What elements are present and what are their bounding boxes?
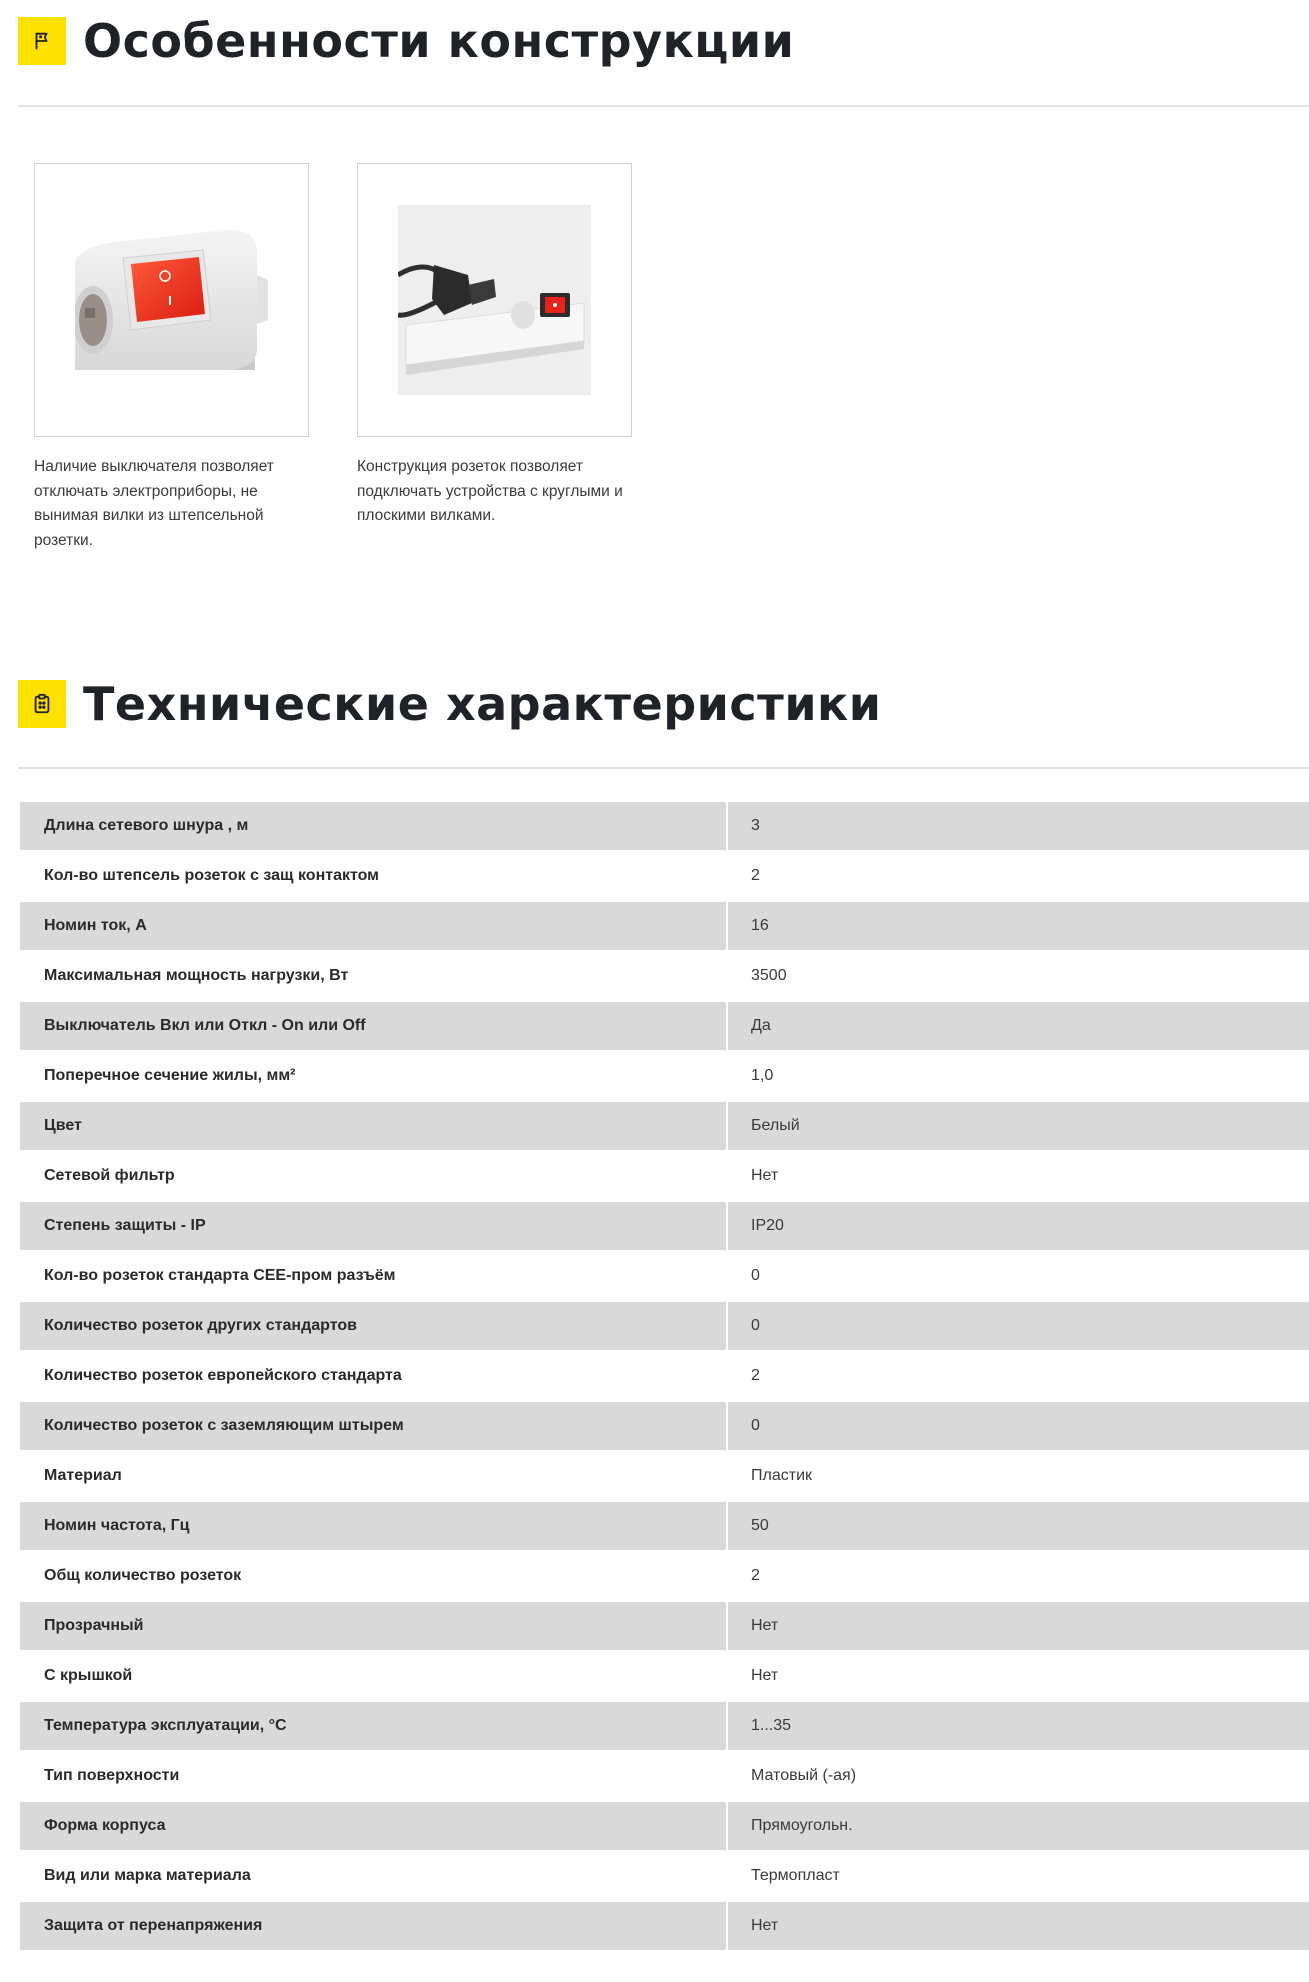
table-row (20, 1102, 1309, 1152)
spec-value: 2 (728, 1552, 1309, 1600)
spec-value: IP20 (728, 1202, 1309, 1250)
table-row (20, 1452, 1309, 1502)
features-header (18, 14, 795, 68)
table-row (20, 1752, 1309, 1802)
spec-value: Нет (728, 1652, 1309, 1700)
table-row (20, 1352, 1309, 1402)
table-row (20, 802, 1309, 852)
table-row (20, 1902, 1309, 1952)
table-row (20, 1602, 1309, 1652)
spec-name: Максимальная мощность нагрузки, Вт (20, 952, 726, 1000)
specs-header (18, 677, 882, 731)
specs-divider (18, 767, 1309, 769)
spec-name: Материал (20, 1452, 726, 1500)
features-title: Особенности конструкции (83, 14, 795, 68)
spec-name: Количество розеток европейского стандарта (20, 1352, 726, 1400)
spec-value: 3 (728, 802, 1309, 850)
spec-name: Кол-во розеток стандарта CEE-пром разъём (20, 1252, 726, 1300)
spec-value: Нет (728, 1152, 1309, 1200)
table-row (20, 1402, 1309, 1452)
spec-value: Белый (728, 1102, 1309, 1150)
table-row (20, 1852, 1309, 1902)
specs-title: Технические характеристики (83, 677, 882, 731)
spec-value: 2 (728, 852, 1309, 900)
table-row (20, 952, 1309, 1002)
spec-value: Нет (728, 1902, 1309, 1950)
spec-name: Прозрачный (20, 1602, 726, 1650)
table-row (20, 902, 1309, 952)
flag-icon (18, 17, 66, 65)
table-row (20, 1652, 1309, 1702)
specs-table (20, 802, 1309, 1952)
clipboard-icon (18, 680, 66, 728)
spec-value: 1,0 (728, 1052, 1309, 1100)
spec-name: Длина сетевого шнура , м (20, 802, 726, 850)
spec-value: Пластик (728, 1452, 1309, 1500)
table-row (20, 1802, 1309, 1852)
spec-value: Нет (728, 1602, 1309, 1650)
spec-name: Вид или марка материала (20, 1852, 726, 1900)
table-row (20, 1302, 1309, 1352)
spec-value: Матовый (-ая) (728, 1752, 1309, 1800)
feature-card-switch (34, 163, 309, 553)
spec-name: Количество розеток с заземляющим штырем (20, 1402, 726, 1450)
spec-name: Температура эксплуатации, °C (20, 1702, 726, 1750)
spec-value: Да (728, 1002, 1309, 1050)
spec-name: Цвет (20, 1102, 726, 1150)
spec-value: 16 (728, 902, 1309, 950)
spec-name: Форма корпуса (20, 1802, 726, 1850)
spec-name: Выключатель Вкл или Откл - On или Off (20, 1002, 726, 1050)
table-row (20, 1152, 1309, 1202)
table-row (20, 1702, 1309, 1752)
features-divider (18, 105, 1309, 107)
spec-name: С крышкой (20, 1652, 726, 1700)
spec-value: 1...35 (728, 1702, 1309, 1750)
feature-cards (34, 163, 632, 553)
table-row (20, 1052, 1309, 1102)
table-row (20, 1002, 1309, 1052)
spec-name: Степень защиты - IP (20, 1202, 726, 1250)
spec-value: Термопласт (728, 1852, 1309, 1900)
spec-name: Тип поверхности (20, 1752, 726, 1800)
spec-name: Сетевой фильтр (20, 1152, 726, 1200)
table-row (20, 852, 1309, 902)
spec-value: 3500 (728, 952, 1309, 1000)
spec-name: Кол-во штепсель розеток с защ контактом (20, 852, 726, 900)
spec-name: Общ количество розеток (20, 1552, 726, 1600)
spec-name: Количество розеток других стандартов (20, 1302, 726, 1350)
table-row (20, 1502, 1309, 1552)
spec-name: Защита от перенапряжения (20, 1902, 726, 1950)
table-row (20, 1202, 1309, 1252)
feature-caption: Наличие выключателя позволяет отключать электроприборы, не вынимая вилки из штепсельной розетки. (34, 458, 274, 549)
spec-name: Поперечное сечение жилы, мм² (20, 1052, 726, 1100)
feature-caption: Конструкция розеток позволяет подключать устройства с круглыми и плоскими вилками. (357, 458, 623, 524)
feature-card-socket (357, 163, 632, 553)
spec-value: 0 (728, 1402, 1309, 1450)
switch-image (34, 163, 309, 437)
spec-name: Номин ток, А (20, 902, 726, 950)
table-row (20, 1552, 1309, 1602)
spec-value: 50 (728, 1502, 1309, 1550)
spec-value: Прямоугольн. (728, 1802, 1309, 1850)
spec-value: 0 (728, 1252, 1309, 1300)
spec-value: 2 (728, 1352, 1309, 1400)
socket-image (357, 163, 632, 437)
spec-value: 0 (728, 1302, 1309, 1350)
spec-name: Номин частота, Гц (20, 1502, 726, 1550)
table-row (20, 1252, 1309, 1302)
